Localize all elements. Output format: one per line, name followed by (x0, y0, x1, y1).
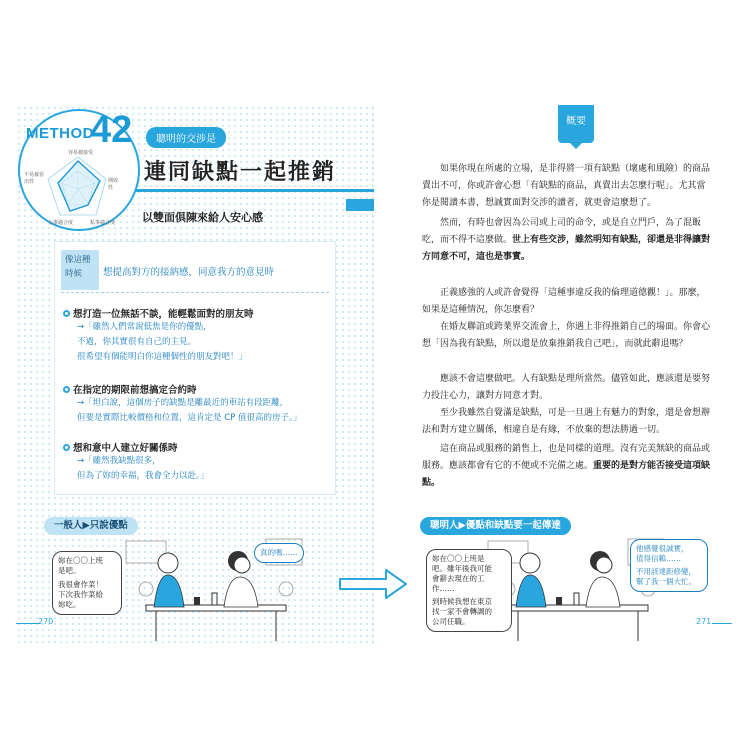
case-item (63, 306, 331, 365)
bubble-line: 找一家不會轉調的 (432, 607, 492, 616)
case-title (63, 440, 331, 454)
bubble-line: 是吧。 (58, 566, 81, 575)
bubble-line: 會辭去現在的工 (432, 574, 485, 583)
paragraph (422, 161, 712, 212)
case-line: 但為了妳的幸福，我會全力以赴。」 (77, 471, 209, 481)
paragraph (422, 215, 712, 266)
paragraph (422, 285, 712, 319)
bullet-icon (63, 444, 70, 451)
bubble-line: 公司任職。 (432, 617, 470, 626)
speech-bubble-man (426, 549, 512, 632)
situation-box (54, 241, 336, 495)
speech-bubble-man (52, 551, 122, 615)
page-number-left: 270 (38, 617, 54, 626)
bubble-line: 幫了我一個大忙。 (636, 577, 696, 586)
case-title-text: 想和意中人建立好關係時 (73, 443, 178, 454)
left-page (16, 105, 374, 645)
title-accent (346, 199, 374, 211)
case-line: 但要是實際比較價格和位置，這肯定是 CP 值很高的房子。」 (77, 413, 302, 423)
scene-label-right: 聰明人▶優點和缺點要一起傳達 (420, 517, 571, 535)
bullet-icon (63, 386, 70, 393)
case-line: 不過，你其實很有自己的主見。 (77, 337, 197, 347)
bubble-line: 值得信賴…… (636, 554, 681, 563)
case-line: 很希望有個能明白你這種個性的朋友對吧！」 (77, 352, 248, 362)
right-page (374, 105, 732, 645)
bubble-line: 吧。雖年後我可能 (432, 564, 492, 573)
paragraph-text: 正義感強的人或許會覺得「這種事違反我的倫理道德觀！」。那麼，如果是這種情況，你怎麼看？ (422, 288, 706, 315)
paragraph-text: 至少我雖然自覺滿是缺點，可是一旦遇上有魅力的對象，還是會想辦法和對方建立關係，相違自是有緣，不放棄的想法勝過一切。 (422, 408, 711, 435)
case-line: →「坦白說，這個房子的缺點是離最近的車站有段距離， (77, 398, 289, 408)
bullet-icon (63, 310, 70, 317)
arrow-right-icon (338, 567, 408, 601)
radar-label: 期效性 (108, 178, 119, 191)
paragraph-emphasis: 世上有些交涉，雖然明知有缺點，卻還是非得讓對方同意不可，這也是事實。 (422, 235, 711, 262)
case-title (63, 382, 331, 396)
paragraph-emphasis: 重要的是對方能否接受這項缺點。 (422, 461, 711, 488)
bubble-line: 作…… (432, 584, 455, 593)
paragraph (422, 441, 712, 492)
page-title: 連同缺點一起推銷 (144, 160, 337, 185)
paragraph-text: 這在商品或服務的銷售上，也是同樣的道理。沒有完美無缺的商品或服務。應該都會有它的不便或不完備之處。 (422, 444, 711, 471)
bubble-line: 不用該達距修變， (636, 567, 696, 576)
page-rule (712, 623, 732, 624)
book-spread (16, 105, 732, 645)
divider (61, 292, 329, 293)
radar-label: 容易被接受 (68, 150, 94, 156)
radar-chart (24, 147, 120, 227)
method-label: METHOD (26, 125, 94, 142)
paragraph-text: 然而，有時也會因為公司或上司的命令，或是自立門戶，為了混飯吃，而不得不這麼做。 (422, 218, 702, 245)
bubble-line: 妳在〇〇上班是 (432, 554, 485, 563)
bubble-line: 到時候我想在東京 (432, 597, 492, 606)
bubble-line: 妳在〇〇上班 (58, 556, 103, 565)
situation-tag (61, 250, 99, 290)
speech-bubble-woman: 真的嗎…… (254, 543, 304, 563)
scene-label-left: 一般人▶只說優點 (44, 517, 138, 535)
paragraph (422, 319, 712, 353)
radar-chart-graphic (24, 147, 120, 227)
radar-label: 不易被看出性 (24, 172, 45, 185)
paragraph-text: 如果你現在所處的立場，是非得將一項有缺點（壞處和風險）的商品賣出不可，你或許會心想「有缺點的商品，真賣出去怎麼行呢」。尤其當你是閱讀本書，想誠實面對交涉的讀者，就更會這麼想了。 (422, 164, 711, 208)
page-number-right: 271 (696, 617, 712, 626)
case-line: →「雖然我缺點很多， (77, 456, 161, 466)
sub-heading: 以雙面俱陳來給人安心感 (142, 211, 263, 224)
subtitle-pill: 聰明的交涉是 (146, 127, 226, 148)
paragraph (422, 405, 712, 439)
speech-bubble-woman (630, 539, 708, 592)
case-title-text: 在指定的期限前想搞定合約時 (73, 385, 197, 396)
summary-tab: 概要 (558, 105, 594, 143)
case-item (63, 382, 331, 426)
case-line: →「雖然人們常說低焦是你的優點， (77, 322, 212, 332)
bubble-line: 下次我作菜給 (58, 590, 103, 599)
title-divider (136, 189, 374, 192)
case-item (63, 440, 331, 484)
bubble-line: 他感覺很誠實， (636, 544, 689, 553)
paragraph-text: 在婚友聯誼或跨業界交流會上，你遇上非得推銷自己的場面。你會心想「因為我有缺點，所以還是放棄推銷我自己吧」，而就此辭退嗎？ (422, 322, 711, 349)
bubble-line: 我很會作菜！ (58, 580, 103, 589)
situation-tag-line: 像這種 (65, 255, 91, 265)
radar-label: 公事適合度 (48, 220, 74, 226)
case-title-text: 想打造一位無話不談，能輕鬆面對的朋友時 (73, 309, 254, 320)
bubble-line: 妳吃。 (58, 600, 81, 609)
radar-label: 私事適合度 (90, 220, 116, 226)
method-number: 42 (90, 109, 133, 151)
page-rule (16, 623, 40, 624)
paragraph-text: 應該不會這麼做吧。人有缺點是理所當然。儘管如此，應該還是要努力投注心力，讓對方同意才對。 (422, 374, 711, 401)
situation-tag-line: 時候 (65, 269, 83, 279)
case-title (63, 306, 331, 320)
situation-text: 想提高對方的接納感，同意我方的意見時 (103, 267, 275, 278)
paragraph (422, 371, 712, 405)
